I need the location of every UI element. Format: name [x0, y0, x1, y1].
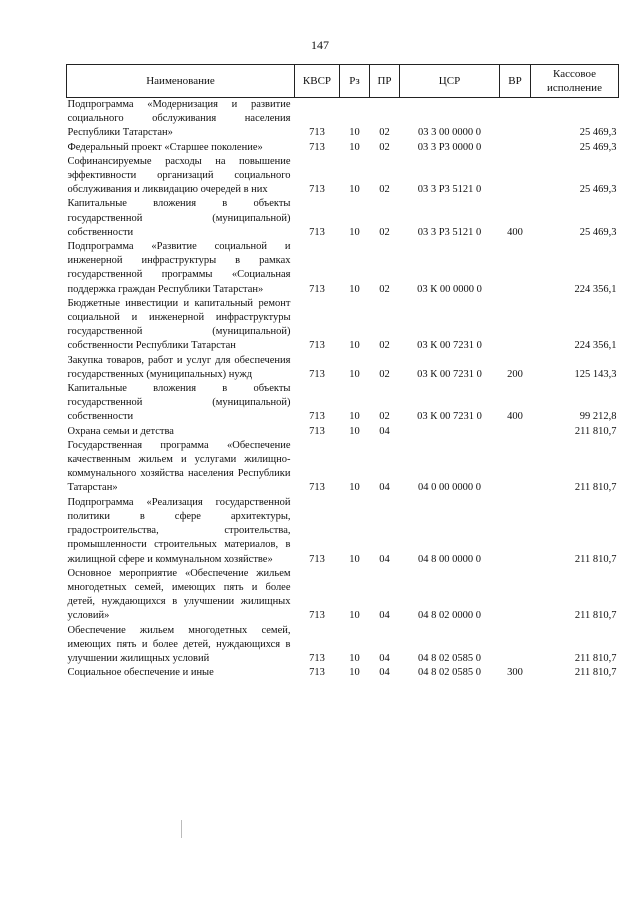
row-pr: 02 — [379, 411, 390, 423]
row-kvsr: 713 — [309, 411, 325, 423]
row-pr: 04 — [379, 425, 390, 437]
table-row — [67, 98, 619, 141]
row-pr: 02 — [379, 283, 390, 295]
row-pr: 04 — [379, 652, 390, 664]
row-rz: 10 — [349, 425, 360, 437]
row-kvsr: 713 — [309, 141, 325, 153]
row-rz: 10 — [349, 667, 360, 679]
row-amount: 125 143,3 — [574, 368, 617, 380]
row-name: Подпрограмма «Реализация государственной политики в сфере архитектуры, градостроительства, строительства, промышленности строительных материалов, в жилищной сфере и коммунальном хозяйстве» — [67, 496, 291, 565]
row-name: Подпрограмма «Модернизация и развитие социального обслуживания населения Республики Татарстан» — [67, 99, 291, 139]
row-csr: 03 К 00 7231 0 — [417, 411, 482, 423]
row-amount: 211 810,7 — [574, 553, 617, 565]
budget-execution-table — [66, 64, 619, 680]
row-pr: 04 — [379, 610, 390, 622]
row-csr: 03 К 00 7231 0 — [417, 368, 482, 380]
row-pr: 02 — [379, 368, 390, 380]
row-csr: 04 8 00 0000 0 — [418, 553, 481, 565]
row-csr: 03 3 P3 5121 0 — [417, 184, 482, 196]
header-rz: Рз — [340, 65, 370, 98]
row-rz: 10 — [349, 610, 360, 622]
table-row — [67, 567, 619, 624]
table-row — [67, 197, 619, 240]
table-row — [67, 425, 619, 439]
row-vr — [500, 155, 531, 198]
row-pr: 04 — [379, 482, 390, 494]
table-row — [67, 354, 619, 382]
table-row — [67, 141, 619, 155]
row-kvsr: 713 — [309, 340, 325, 352]
row-kvsr: 713 — [309, 652, 325, 664]
row-amount: 211 810,7 — [574, 482, 617, 494]
row-vr — [500, 567, 531, 624]
row-kvsr: 713 — [309, 184, 325, 196]
row-csr: 03 3 P3 5121 0 — [417, 226, 482, 238]
row-csr: 04 0 00 0000 0 — [418, 482, 481, 494]
row-rz: 10 — [349, 340, 360, 352]
table-row — [67, 297, 619, 354]
row-name: Обеспечение жильем многодетных семей, имеющих пять и более детей, нуждающихся в улучшении жилищных условий — [67, 624, 291, 664]
row-pr: 02 — [379, 184, 390, 196]
scan-mark — [181, 820, 182, 838]
row-rz: 10 — [349, 652, 360, 664]
row-csr: 04 8 02 0000 0 — [418, 610, 481, 622]
table-row — [67, 155, 619, 198]
row-vr: 300 — [507, 667, 523, 679]
table-row — [67, 666, 619, 680]
row-rz: 10 — [349, 141, 360, 153]
row-pr: 02 — [379, 226, 390, 238]
row-name: Подпрограмма «Развитие социальной и инженерной инфраструктуры в рамках государственной программы «Социальная поддержка граждан Республики Татарстан» — [67, 241, 291, 295]
header-vr: ВР — [500, 65, 531, 98]
header-csr: ЦСР — [400, 65, 500, 98]
row-rz: 10 — [349, 283, 360, 295]
row-kvsr: 713 — [309, 127, 325, 139]
row-amount: 224 356,1 — [574, 340, 617, 352]
row-amount: 211 810,7 — [574, 425, 617, 437]
row-kvsr: 713 — [309, 667, 325, 679]
row-csr: 03 3 P3 0000 0 — [417, 141, 482, 153]
row-amount: 25 469,3 — [579, 226, 617, 238]
table-body — [67, 98, 619, 681]
row-pr: 04 — [379, 553, 390, 565]
header-amount: Кассовое исполнение — [531, 65, 619, 98]
row-amount: 25 469,3 — [579, 184, 617, 196]
row-amount: 99 212,8 — [579, 411, 617, 423]
row-rz: 10 — [349, 553, 360, 565]
row-rz: 10 — [349, 127, 360, 139]
row-name: Бюджетные инвестиции и капитальный ремонт социальной и инженерной инфраструктуры государственной (муниципальной) собственности Республики Татарстан — [67, 297, 291, 352]
row-vr: 400 — [507, 411, 523, 423]
table-row — [67, 240, 619, 297]
table-row — [67, 382, 619, 425]
row-vr — [500, 141, 531, 155]
row-amount: 25 469,3 — [579, 141, 617, 153]
table-row — [67, 496, 619, 567]
row-name: Охрана семьи и детства — [67, 425, 174, 437]
row-vr — [500, 624, 531, 667]
row-amount: 224 356,1 — [574, 283, 617, 295]
row-pr: 04 — [379, 667, 390, 679]
row-amount: 211 810,7 — [574, 652, 617, 664]
row-name: Федеральный проект «Старшее поколение» — [67, 141, 263, 153]
row-vr: 400 — [507, 226, 523, 238]
row-name: Социальное обеспечение и иные — [67, 667, 214, 679]
header-name: Наименование — [67, 65, 295, 98]
row-kvsr: 713 — [309, 482, 325, 494]
row-vr — [500, 98, 531, 141]
row-csr: 04 8 02 0585 0 — [418, 667, 481, 679]
row-name: Закупка товаров, работ и услуг для обеспечения государственных (муниципальных) нужд — [67, 354, 291, 380]
row-vr — [500, 439, 531, 496]
row-pr: 02 — [379, 127, 390, 139]
row-amount: 211 810,7 — [574, 667, 617, 679]
row-vr — [500, 496, 531, 567]
row-rz: 10 — [349, 411, 360, 423]
row-name: Государственная программа «Обеспечение качественным жильем и услугами жилищно-коммунального хозяйства населения Республики Татарстан» — [67, 439, 291, 494]
row-amount: 25 469,3 — [579, 127, 617, 139]
row-kvsr: 713 — [309, 610, 325, 622]
row-amount: 211 810,7 — [574, 610, 617, 622]
row-pr: 02 — [379, 141, 390, 153]
row-pr: 02 — [379, 340, 390, 352]
row-vr: 200 — [507, 368, 523, 380]
row-csr: 03 К 00 0000 0 — [417, 283, 482, 295]
table-row — [67, 624, 619, 667]
table-header — [67, 65, 619, 98]
row-name: Капитальные вложения в объекты государственной (муниципальной) собственности — [67, 383, 291, 423]
row-csr — [400, 425, 500, 439]
row-rz: 10 — [349, 482, 360, 494]
row-vr — [500, 425, 531, 439]
row-csr: 04 8 02 0585 0 — [418, 652, 481, 664]
row-kvsr: 713 — [309, 553, 325, 565]
row-kvsr: 713 — [309, 226, 325, 238]
row-vr — [500, 240, 531, 297]
row-rz: 10 — [349, 184, 360, 196]
table-row — [67, 439, 619, 496]
row-rz: 10 — [349, 226, 360, 238]
page-number: 147 — [311, 38, 329, 52]
header-pr: ПР — [370, 65, 400, 98]
row-kvsr: 713 — [309, 425, 325, 437]
row-kvsr: 713 — [309, 368, 325, 380]
row-csr: 03 К 00 7231 0 — [417, 340, 482, 352]
row-vr — [500, 297, 531, 354]
row-kvsr: 713 — [309, 283, 325, 295]
row-name: Софинансируемые расходы на повышение эффективности организаций социального обслуживания и ликвидацию очередей в них — [67, 155, 291, 196]
row-name: Капитальные вложения в объекты государственной (муниципальной) собственности — [67, 198, 291, 238]
row-csr: 03 3 00 0000 0 — [418, 127, 481, 139]
row-rz: 10 — [349, 368, 360, 380]
row-name: Основное мероприятие «Обеспечение жильем многодетных семей, имеющих пять и более детей, нуждающихся в улучшении жилищных условий» — [67, 567, 291, 622]
header-kvsr: КВСР — [295, 65, 340, 98]
